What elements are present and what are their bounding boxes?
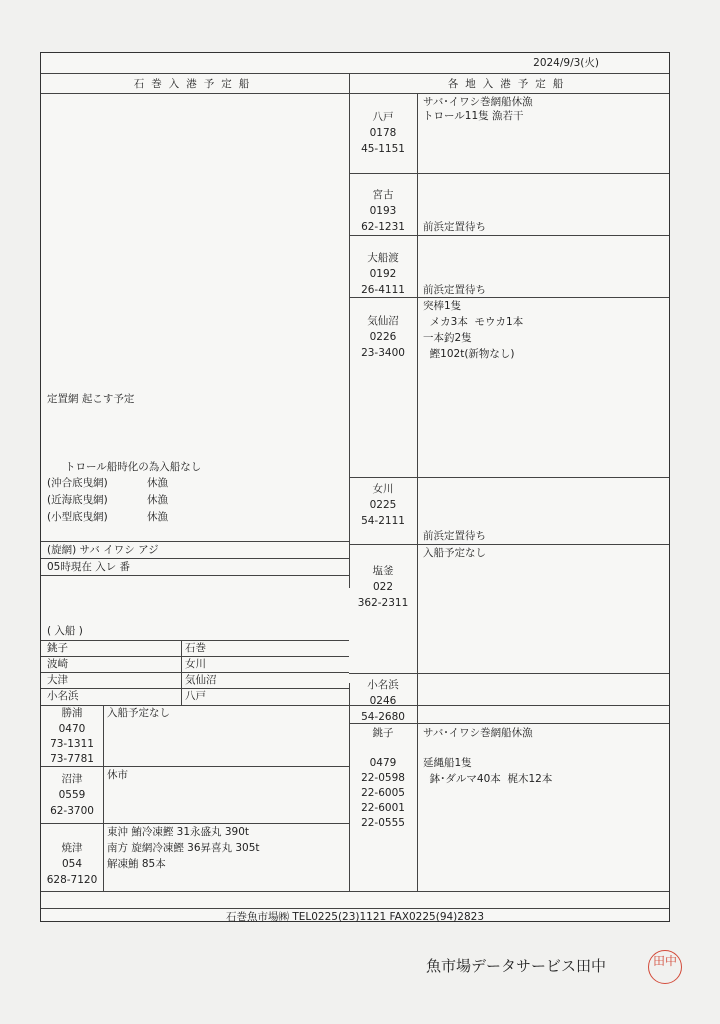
port-tel: 62-1231 — [361, 221, 405, 233]
port-tel: 0559 — [58, 789, 86, 801]
port-divider — [417, 93, 418, 891]
port-tel: 73-1311 — [50, 738, 94, 750]
port-info: 延縄船1隻 — [423, 757, 472, 769]
gear-status: 休漁 — [147, 477, 168, 489]
nyusen-divider — [181, 640, 182, 705]
entry-time: 05時現在 入レ 番 — [47, 561, 131, 573]
port-tel: 0192 — [369, 268, 397, 280]
port-tel: 0470 — [58, 723, 86, 735]
port-name: 沼津 — [61, 773, 83, 785]
port-info: 鉢･ダルマ40本 梶木12本 — [423, 773, 553, 785]
port-tel: 628-7120 — [46, 874, 98, 886]
port-info: サバ･イワシ巻網船休漁 — [423, 727, 533, 739]
port-name: 八戸 — [372, 111, 394, 123]
port-name: 宮古 — [372, 189, 394, 201]
gear-label: (沖合底曳網) — [47, 477, 108, 489]
rule — [41, 891, 669, 892]
port-info: 休市 — [107, 769, 128, 781]
footer-contact: 石巻魚市場㈱ TEL0225(23)1121 FAX0225(94)2823 — [225, 911, 485, 923]
port-info: サバ･イワシ巻網船休漁 — [423, 96, 533, 108]
makiami-note: (旋網) サバ イワシ アジ — [47, 544, 159, 556]
nyusen-from: 波崎 — [47, 658, 68, 670]
port-info: 一本釣2隻 — [423, 332, 472, 344]
port-name: 勝浦 — [61, 707, 83, 719]
rule — [349, 173, 669, 174]
port-name: 大船渡 — [367, 252, 399, 264]
rule — [349, 235, 669, 236]
port-tel: 0479 — [369, 757, 397, 769]
nyusen-to: 八戸 — [185, 690, 206, 702]
nyusen-to: 女川 — [185, 658, 206, 670]
port-info: 解凍鮪 85本 — [107, 858, 166, 870]
rule — [41, 823, 349, 824]
hanko-stamp: 田中 — [648, 950, 682, 984]
port-tel: 0225 — [369, 499, 397, 511]
port-info: 前浜定置待ち — [423, 530, 486, 542]
port-name: 気仙沼 — [367, 315, 399, 327]
port-info: 鰹102t(新物なし) — [423, 348, 515, 360]
port-info: 東沖 鮪冷凍鰹 31永盛丸 390t — [107, 826, 250, 838]
trawl-note: トロール船時化の為入船なし — [65, 461, 202, 473]
rule — [41, 73, 669, 74]
rule — [349, 673, 669, 674]
signature: 魚市場データサービス田中 — [426, 957, 607, 975]
rule — [41, 656, 349, 657]
port-info: 前浜定置待ち — [423, 221, 486, 233]
rule — [41, 575, 349, 576]
rule — [41, 558, 349, 559]
port-tel: 22-0598 — [361, 772, 405, 784]
rule — [41, 640, 349, 641]
rule — [349, 477, 669, 478]
gear-label: (小型底曳網) — [47, 511, 108, 523]
right-header: 各地入港予定船 — [447, 78, 571, 90]
port-tel: 73-7781 — [50, 753, 94, 765]
port-name: 塩釜 — [372, 565, 394, 577]
rule — [41, 672, 349, 673]
port-info: 突棒1隻 — [423, 300, 462, 312]
port-tel: 26-4111 — [361, 284, 405, 296]
report-date: 2024/9/3(火) — [533, 57, 599, 69]
port-tel: 054 — [61, 858, 83, 870]
nyusen-from: 小名浜 — [47, 690, 79, 702]
nyusen-to: 気仙沼 — [185, 674, 217, 686]
rule — [349, 544, 669, 545]
rule — [41, 908, 669, 909]
port-tel: 0226 — [369, 331, 397, 343]
port-tel: 22-6001 — [361, 802, 405, 814]
port-tel: 22-6005 — [361, 787, 405, 799]
port-info: 入船予定なし — [423, 547, 486, 559]
nyusen-from: 銚子 — [47, 642, 68, 654]
port-info: トロール11隻 漁若干 — [423, 110, 524, 122]
gear-label: (近海底曳網) — [47, 494, 108, 506]
rule — [41, 93, 669, 94]
port-info: メカ3本 モウカ1本 — [423, 316, 524, 328]
port-name: 女川 — [372, 483, 394, 495]
port-tel: 62-3700 — [50, 805, 94, 817]
port-info: 前浜定置待ち — [423, 284, 486, 296]
nyusen-to: 石巻 — [185, 642, 206, 654]
port-tel: 0178 — [369, 127, 397, 139]
port-tel: 362-2311 — [357, 597, 409, 609]
port-tel: 22-0555 — [361, 817, 405, 829]
rule — [41, 541, 349, 542]
port-tel: 0246 — [369, 695, 397, 707]
report-sheet — [40, 52, 670, 922]
port-tel: 54-2111 — [361, 515, 405, 527]
port-tel: 54-2680 — [361, 711, 405, 723]
rule — [41, 766, 349, 767]
port-tel: 23-3400 — [361, 347, 405, 359]
teichi-note: 定置網 起こす予定 — [47, 393, 135, 405]
port-name: 小名浜 — [367, 679, 399, 691]
rule — [349, 297, 669, 298]
nyusen-from: 大津 — [47, 674, 68, 686]
nyusen-heading: ( 入船 ) — [47, 625, 83, 637]
port-divider — [103, 705, 104, 891]
left-header: 石巻入港予定船 — [133, 78, 257, 90]
rule — [41, 688, 349, 689]
port-name: 銚子 — [372, 727, 394, 739]
gear-status: 休漁 — [147, 511, 168, 523]
port-name: 焼津 — [61, 842, 83, 854]
gear-status: 休漁 — [147, 494, 168, 506]
port-info: 入船予定なし — [107, 707, 170, 719]
port-tel: 0193 — [369, 205, 397, 217]
port-tel: 45-1151 — [361, 143, 405, 155]
port-info: 南方 旋網冷凍鰹 36昇喜丸 305t — [107, 842, 260, 854]
port-tel: 022 — [372, 581, 394, 593]
